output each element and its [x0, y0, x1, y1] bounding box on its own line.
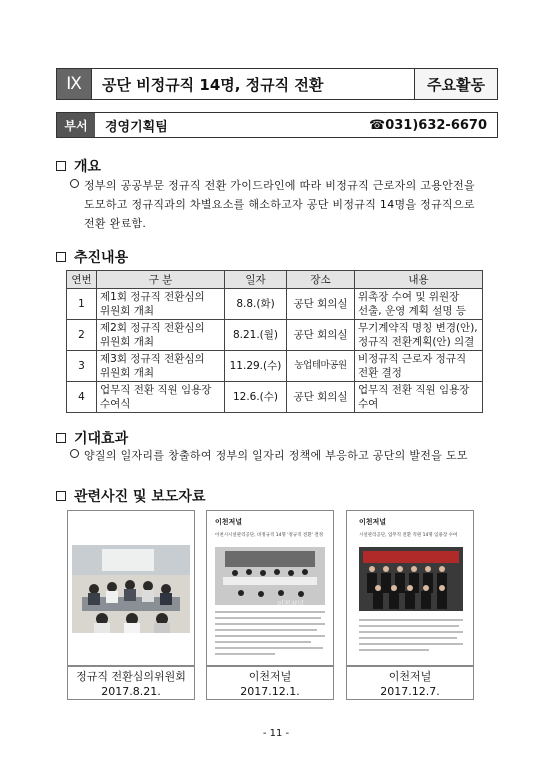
article-text-lines [359, 617, 463, 657]
row-item-line: 제3회 정규직 전환심의 [100, 353, 205, 365]
row-content-line: 선출, 운영 계획 설명 등 [358, 305, 466, 317]
row-place: 공단 회의실 [287, 382, 355, 413]
article-text-lines [215, 609, 325, 657]
row-content-line: 정규직 전환계획(안) 의결 [358, 336, 475, 348]
overview-paragraph [70, 176, 490, 233]
table-row [67, 289, 483, 320]
title-bar [56, 68, 498, 100]
table-row [67, 351, 483, 382]
caption-date: 2017.12.7. [380, 685, 440, 698]
row-item-line: 제2회 정규직 전환심의 [100, 322, 205, 334]
row-item [97, 320, 225, 351]
photos-heading [56, 486, 205, 506]
row-number: 4 [67, 382, 97, 413]
newspaper-name: 이천저널 [215, 518, 243, 526]
overview-line-2: 도모하고 정규직과의 차별요소를 해소하고자 공단 비정규직 14명을 정규직으로 [84, 198, 475, 211]
news-headline: 이천시시설관리공단, 비정규직 14명 '정규직 전환' 결정 [215, 533, 324, 538]
caption-title: 이천저널 [248, 670, 292, 683]
row-place: 농업테마공원 [287, 351, 355, 382]
row-content-line: 전환 결정 [358, 367, 402, 379]
row-date: 8.21.(월) [225, 320, 287, 351]
row-date: 11.29.(수) [225, 351, 287, 382]
photo-caption [67, 666, 195, 700]
department-name: 경영기획팀 [105, 119, 168, 135]
square-bullet-icon [56, 433, 66, 443]
overview-line-3: 전환 완료함. [84, 217, 147, 230]
department-label: 부서 [57, 113, 95, 137]
progress-heading-text: 추진내용 [74, 250, 129, 266]
caption-title: 정규직 전환심의위원회 [76, 670, 186, 683]
row-number: 3 [67, 351, 97, 382]
column-header: 구 분 [97, 271, 225, 289]
row-content-line: 비정규직 근로자 정규직 [358, 353, 467, 365]
row-item-line: 수여식 [100, 398, 131, 410]
row-item-line: 위원회 개최 [100, 305, 155, 317]
row-content-line: 무기계약직 명칭 변경(안), [358, 322, 478, 334]
row-item [97, 351, 225, 382]
news-clipping-2 [346, 510, 474, 666]
overview-heading [56, 156, 101, 176]
effect-paragraph [70, 446, 500, 465]
category-tag: 주요활동 [414, 69, 497, 99]
column-header: 내용 [355, 271, 483, 289]
row-content [355, 382, 483, 413]
photos-heading-text: 관련사진 및 보도자료 [74, 489, 206, 505]
overview-line-1: 정부의 공공부문 정규직 전환 가이드라인에 따라 비정규직 근로자의 고용안전을 [84, 179, 475, 192]
row-place: 공단 회의실 [287, 320, 355, 351]
page-number: - 11 - [262, 728, 290, 739]
overview-heading-text: 개요 [74, 159, 102, 175]
photo-caption [206, 666, 334, 700]
column-header: 장소 [287, 271, 355, 289]
table-row [67, 320, 483, 351]
column-header: 연번 [67, 271, 97, 289]
department-phone: ☎031)632-6670 [369, 117, 487, 133]
row-item-line: 업무직 전환 직원 임용장 [100, 384, 212, 396]
watermark-text: 이천저널 [277, 600, 305, 608]
square-bullet-icon [56, 161, 66, 171]
row-content [355, 289, 483, 320]
caption-date: 2017.12.1. [240, 685, 300, 698]
news-photo-image [215, 547, 325, 605]
row-content-line: 수여 [358, 398, 379, 410]
progress-table [66, 270, 483, 413]
row-number: 1 [67, 289, 97, 320]
row-item [97, 289, 225, 320]
meeting-photo [67, 510, 195, 666]
row-content [355, 351, 483, 382]
page-title: 공단 비정규직 14명, 정규직 전환 [102, 75, 324, 94]
caption-title: 이천저널 [388, 670, 432, 683]
row-item-line: 제1회 정규직 전환심의 [100, 291, 205, 303]
row-number: 2 [67, 320, 97, 351]
progress-heading [56, 247, 128, 267]
row-content [355, 320, 483, 351]
photo-caption [346, 666, 474, 700]
section-number: Ⅸ [57, 69, 92, 99]
news-clipping-1 [206, 510, 334, 666]
circle-bullet-icon [70, 449, 79, 458]
effect-text: 양질의 일자리를 창출하여 정부의 일자리 정책에 부응하고 공단의 발전을 도모 [84, 449, 468, 462]
square-bullet-icon [56, 252, 66, 262]
row-content-line: 업무직 전환 직원 임용장 [358, 384, 470, 396]
column-header: 일자 [225, 271, 287, 289]
row-item-line: 위원회 개최 [100, 336, 155, 348]
table-header-row [67, 271, 483, 289]
row-place: 공단 회의실 [287, 289, 355, 320]
meeting-photo-image [72, 545, 190, 633]
newspaper-name: 이천저널 [359, 518, 387, 526]
table-row [67, 382, 483, 413]
row-content-line: 위촉장 수여 및 위원장 [358, 291, 460, 303]
news-headline: 시설관리공단, 업무직 전환 직원 14명 임용장 수여 [359, 533, 458, 538]
row-date: 12.6.(수) [225, 382, 287, 413]
effect-heading-text: 기대효과 [74, 431, 129, 447]
row-item-line: 위원회 개최 [100, 367, 155, 379]
square-bullet-icon [56, 491, 66, 501]
caption-date: 2017.8.21. [101, 685, 161, 698]
row-date: 8.8.(화) [225, 289, 287, 320]
row-item [97, 382, 225, 413]
effect-heading [56, 428, 128, 448]
news-photo-image [359, 547, 463, 611]
department-bar [56, 112, 498, 138]
circle-bullet-icon [70, 179, 79, 188]
